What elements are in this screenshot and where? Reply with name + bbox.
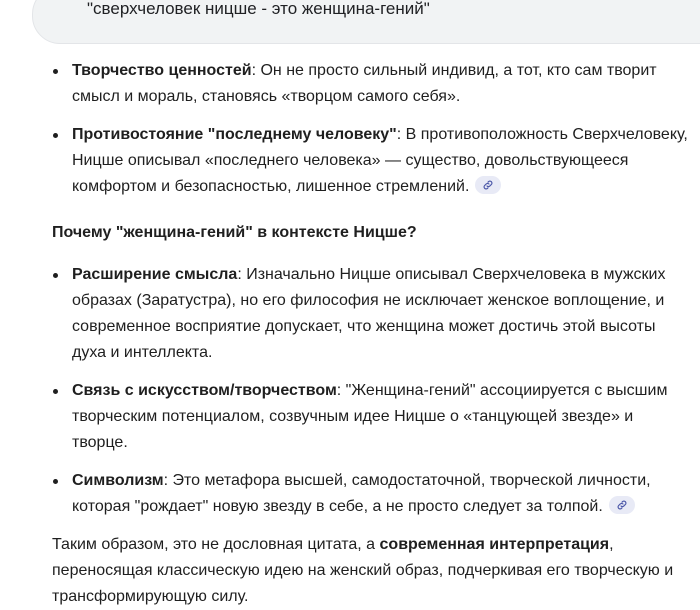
link-icon [482, 179, 494, 191]
list-item [52, 122, 692, 200]
list-item [52, 262, 692, 366]
search-query-bar[interactable] [32, 0, 700, 44]
section-heading: Почему "женщина-гений" в контексте Ницше? [52, 224, 417, 241]
answer-content [52, 58, 692, 610]
conclusion-text-bold: современная интерпретация [379, 536, 610, 553]
link-icon [616, 499, 628, 511]
list-item-text: : Изначально Ницше описывал Сверхчеловека в мужских образах (Заратустра), но его философия не исключает женское воплощение, и современное восприятие допускает, что женщина может достичь этой высоты духа и интеллекта. [72, 266, 666, 361]
list-item-term: Противостояние "последнему человеку" [72, 126, 397, 143]
conclusion-text-before: Таким образом, это не дословная цитата, а [52, 536, 380, 553]
section1-list [52, 58, 692, 200]
list-item [52, 58, 692, 110]
source-link-button[interactable] [475, 176, 501, 194]
section2-list [52, 262, 692, 520]
list-item-term: Творчество ценностей [72, 62, 252, 79]
list-item-term: Расширение смысла [72, 266, 238, 283]
search-query-text: "сверхчеловек ницше - это женщина-гений" [87, 0, 430, 18]
list-item-text: : Он не просто сильный индивид, а тот, кто сам творит смысл и мораль, становясь «творцом самого себя». [72, 62, 657, 105]
list-item-term: Символизм [72, 472, 164, 489]
conclusion-paragraph [52, 532, 692, 610]
list-item-text: : "Женщина-гений" ассоциируется с высшим творческим потенциалом, созвучным идее Ницше о «танцующей звезде» и творце. [72, 382, 668, 451]
source-link-button[interactable] [609, 496, 635, 514]
list-item-text: : В противоположность Сверхчеловеку, Ницше описывал «последнего человека» — существо, довольствующееся комфортом и безопасностью, лишенное стремлений. [72, 126, 688, 195]
conclusion-text-after: , переносящая классическую идею на женский образ, подчеркивая его творческую и трансформирующую силу. [52, 536, 674, 605]
list-item [52, 378, 692, 456]
list-item [52, 468, 692, 520]
list-item-term: Связь с искусством/творчеством [72, 382, 337, 399]
list-item-text: : Это метафора высшей, самодостаточной, творческой личности, которая "рождает" новую звезду в себе, а не просто следует за толпой. [72, 472, 651, 515]
